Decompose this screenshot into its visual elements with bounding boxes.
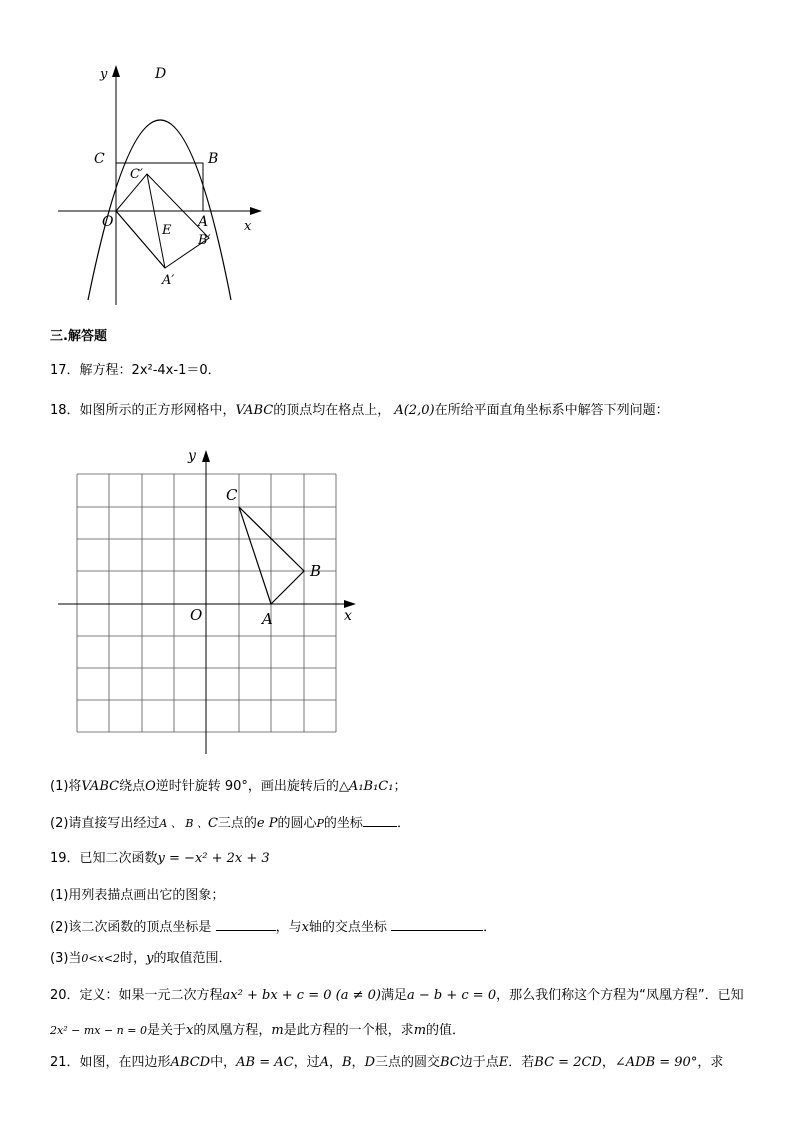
q20-equation-general: ax² + bx + c = 0 (a ≠ 0): [222, 988, 381, 1003]
figure-grid: [50, 442, 370, 760]
q21-quadrilateral: ABCD: [170, 1055, 211, 1070]
q20-condition: a − b + c = 0: [407, 988, 497, 1003]
q21-point-b: B: [341, 1055, 352, 1070]
q18-sub2-text-b: 三点的: [217, 816, 257, 831]
q21-condition-2: BC = 2CD: [534, 1055, 602, 1070]
q21-text-1: 21．如图，在四边形: [50, 1055, 171, 1070]
q18-sub1-text-a: (1)将: [50, 779, 82, 794]
q18-sub2-points: A 、 B 、: [159, 817, 208, 830]
q19-line: [50, 850, 270, 868]
q18-triangle: VABC: [235, 403, 274, 418]
q18-answer-blank[interactable]: [363, 814, 397, 827]
q18-sub2-text-c: 的圆心: [277, 816, 317, 831]
q18-text-2: 的顶点均在格点上，: [273, 403, 391, 418]
q20-text-4: 是关于: [146, 1023, 186, 1038]
q19-sub2-text-b: ，与: [275, 920, 302, 935]
q21-point-a: A: [319, 1055, 329, 1070]
q21-text-5: 边于点: [459, 1055, 499, 1070]
q19-sub3-text-b: 时，: [120, 951, 147, 966]
q20-equation-specific: 2x² − mx − n = 0: [50, 1024, 147, 1037]
q18-sub1-point-o: O: [145, 779, 156, 794]
grid-y-axis-arrow-icon: [202, 450, 210, 462]
label-b-prime: B′: [198, 233, 211, 248]
q18-sub2: [50, 814, 410, 833]
q21-point-d: D: [364, 1055, 375, 1070]
q20-text-6: 是此方程的一个根，求: [283, 1023, 414, 1038]
q19-sub1: (1)用列表描点画出它的图象；: [50, 888, 225, 903]
q21-side-bc: BC: [440, 1055, 460, 1070]
q20-text-2: 满足: [380, 988, 407, 1003]
q18-sub1-text-c: 逆时针旋转 90°，画出旋转后的: [155, 779, 339, 794]
label-y: y: [100, 67, 108, 82]
q19-sub3-y: y: [146, 951, 154, 966]
q21-text-3: ，过: [293, 1055, 320, 1070]
q18-sub1-triangle: VABC: [81, 779, 120, 794]
q18-sub1-new-triangle: △A₁B₁C₁: [338, 779, 394, 794]
q18-sub2-text-d: 的坐标: [323, 816, 363, 831]
q18-line: [50, 402, 669, 420]
q18-sub2-point-c: C: [207, 816, 218, 831]
grid-label-x: x: [344, 608, 352, 624]
label-c-prime: C′: [130, 167, 143, 182]
q21-line: [50, 1054, 723, 1072]
q18-sub1: [50, 778, 406, 796]
q21-text-7: ，求: [697, 1055, 724, 1070]
q19-sub2-x: x: [301, 920, 309, 935]
grid-label-c: C: [226, 486, 238, 504]
q19-sub2: [50, 918, 496, 937]
q20-x: x: [185, 1023, 194, 1038]
q18-sub1-text-e: ；: [393, 779, 407, 794]
label-o: O: [102, 214, 114, 230]
q21-text-6: ．若: [508, 1055, 535, 1070]
q19-sub3-text-a: (3)当: [50, 951, 82, 966]
x-axis-arrow-icon: [250, 207, 262, 215]
parabola-curve: [88, 120, 231, 300]
label-a: A: [198, 214, 209, 230]
grid-label-o: O: [190, 606, 203, 624]
q20-text-3: ，那么我们称这个方程为“凤凰方程”．已知: [496, 988, 744, 1003]
q18-sub2-text-e: ．: [396, 816, 410, 831]
q18-sub2-circle: e P: [256, 816, 278, 831]
q21-text-2: 中，: [210, 1055, 237, 1070]
q21-point-e: E: [498, 1055, 509, 1070]
q21-condition-1: AB = AC: [236, 1055, 294, 1070]
q20-text-7: 的值．: [426, 1023, 466, 1038]
q18-sub1-text-b: 绕点: [119, 779, 146, 794]
grid-x-axis-arrow-icon: [344, 600, 356, 608]
q19-intersection-blank[interactable]: [391, 918, 483, 931]
q17-line: 17．解方程：2x²-4x-1＝0．: [50, 363, 221, 378]
q21-text-4: 三点的圆交: [375, 1055, 441, 1070]
grid-label-a: A: [262, 610, 273, 628]
y-axis-arrow-icon: [112, 65, 120, 77]
q19-text-1: 19．已知二次函数: [50, 851, 158, 866]
q18-sub2-center-p: P: [316, 817, 324, 830]
q19-sub3-text-c: 的取值范围．: [153, 951, 232, 966]
triangle-abc: [239, 507, 304, 604]
q18-text-1: 18．如图所示的正方形网格中，: [50, 403, 236, 418]
q19-sub3-range: 0<x<2: [81, 952, 121, 965]
q19-sub2-text-c: 轴的交点坐标: [308, 920, 387, 935]
q21-sep-2: ，: [351, 1055, 365, 1070]
figure-parabola: [50, 60, 280, 310]
q18-point-a: A(2,0): [394, 403, 435, 418]
q19-sub3: [50, 950, 231, 968]
q18-text-3: 在所给平面直角坐标系中解答下列问题：: [434, 403, 669, 418]
q21-sep-3: ，: [601, 1055, 615, 1070]
q20-m-1: m: [271, 1023, 284, 1038]
label-c: C: [94, 151, 105, 167]
q19-vertex-blank[interactable]: [216, 918, 276, 931]
q20-line-1: [50, 987, 744, 1005]
q21-sep-1: ，: [328, 1055, 342, 1070]
q20-m-2: m: [413, 1023, 427, 1038]
q20-line-2: [50, 1022, 465, 1040]
q18-sub2-text-a: (2)请直接写出经过: [50, 816, 160, 831]
label-e: E: [162, 223, 172, 238]
q19-sub2-text-a: (2)该二次函数的顶点坐标是: [50, 920, 212, 935]
q19-function: y = −x² + 2x + 3: [157, 851, 270, 866]
label-b: B: [208, 151, 219, 167]
section-title: 三.解答题: [50, 329, 107, 344]
grid-label-b: B: [310, 562, 322, 580]
grid-label-y: y: [188, 448, 196, 464]
label-x: x: [244, 219, 252, 234]
segment-oa-prime: [116, 211, 165, 268]
q19-sub2-text-d: ．: [483, 920, 497, 935]
q21-condition-3: ∠ADB = 90°: [614, 1055, 698, 1070]
q20-text-1: 20．定义：如果一元二次方程: [50, 988, 223, 1003]
label-d: D: [155, 66, 167, 82]
q20-text-5: 的凤凰方程，: [193, 1023, 272, 1038]
label-a-prime: A′: [162, 273, 175, 288]
segment-oc-prime: [147, 174, 165, 268]
